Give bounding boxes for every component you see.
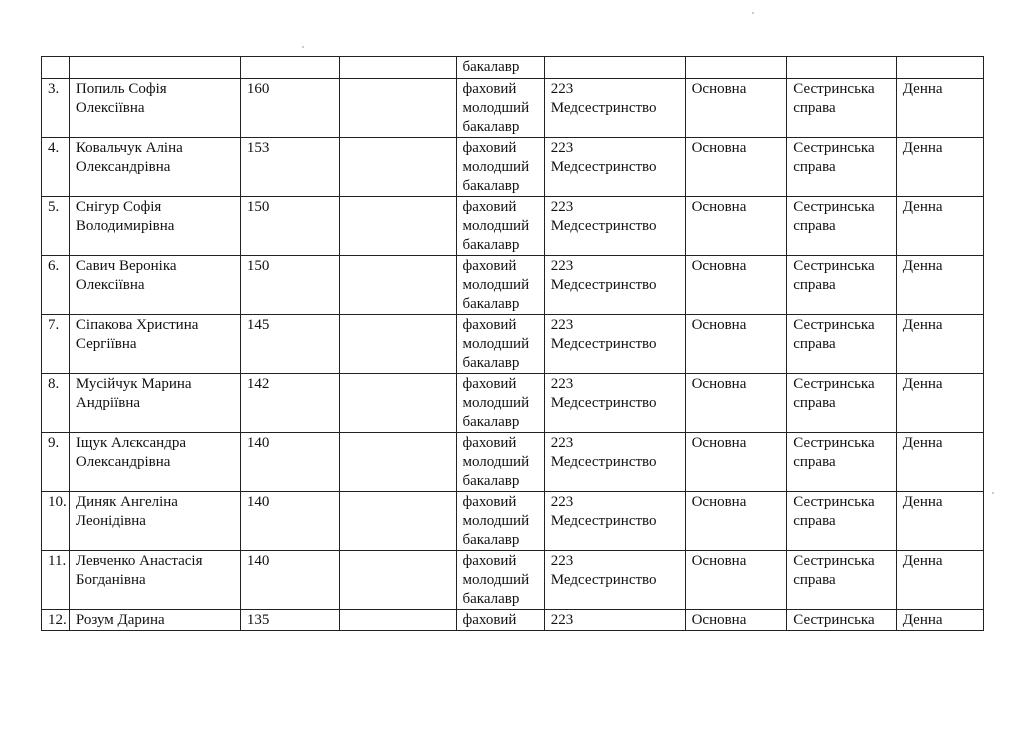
table-row (42, 433, 984, 492)
cell-num: 3. (42, 79, 70, 138)
cell-basis: Основна (685, 79, 787, 138)
cell-empty (340, 256, 456, 315)
cell-program: Сестринська справа (787, 492, 897, 551)
cell-name: Снігур Софія Володимирівна (69, 197, 240, 256)
cell-program: Сестринська (787, 610, 897, 631)
table-row (42, 551, 984, 610)
cell-program: Сестринська справа (787, 256, 897, 315)
cell-score: 140 (240, 433, 339, 492)
cell-empty (340, 197, 456, 256)
cell-level: фаховий молодший бакалавр (456, 256, 544, 315)
table-row (42, 374, 984, 433)
cell-form: Денна (896, 197, 983, 256)
table-row (42, 492, 984, 551)
cell-num (42, 57, 70, 79)
cell-score: 135 (240, 610, 339, 631)
cell-form (896, 57, 983, 79)
cell-form: Денна (896, 138, 983, 197)
scan-speck (992, 492, 994, 494)
cell-num: 7. (42, 315, 70, 374)
cell-form: Денна (896, 256, 983, 315)
cell-empty (340, 57, 456, 79)
cell-spec (544, 57, 685, 79)
cell-level: фаховий молодший бакалавр (456, 551, 544, 610)
table-row (42, 610, 984, 631)
cell-name: Сіпакова Христина Сергіївна (69, 315, 240, 374)
cell-score: 160 (240, 79, 339, 138)
cell-num: 6. (42, 256, 70, 315)
cell-form: Денна (896, 610, 983, 631)
cell-level: фаховий (456, 610, 544, 631)
cell-program: Сестринська справа (787, 433, 897, 492)
cell-level: фаховий молодший бакалавр (456, 433, 544, 492)
cell-level: фаховий молодший бакалавр (456, 138, 544, 197)
cell-name: Попиль Софія Олексіївна (69, 79, 240, 138)
cell-spec: 223 Медсестринство (544, 197, 685, 256)
cell-num: 9. (42, 433, 70, 492)
cell-basis: Основна (685, 256, 787, 315)
cell-basis: Основна (685, 374, 787, 433)
cell-program: Сестринська справа (787, 315, 897, 374)
cell-basis: Основна (685, 610, 787, 631)
cell-name: Розум Дарина (69, 610, 240, 631)
cell-name: Іщук Алєксандра Олександрівна (69, 433, 240, 492)
cell-empty (340, 79, 456, 138)
table-row (42, 256, 984, 315)
cell-num: 12. (42, 610, 70, 631)
cell-basis: Основна (685, 197, 787, 256)
cell-level: фаховий молодший бакалавр (456, 197, 544, 256)
cell-form: Денна (896, 315, 983, 374)
cell-num: 11. (42, 551, 70, 610)
cell-name: Савич Вероніка Олексіївна (69, 256, 240, 315)
cell-level: фаховий молодший бакалавр (456, 315, 544, 374)
cell-program: Сестринська справа (787, 197, 897, 256)
cell-empty (340, 492, 456, 551)
applicants-table (41, 56, 984, 631)
cell-score (240, 57, 339, 79)
cell-score: 140 (240, 551, 339, 610)
cell-level: фаховий молодший бакалавр (456, 492, 544, 551)
cell-name (69, 57, 240, 79)
cell-spec: 223 Медсестринство (544, 138, 685, 197)
cell-program: Сестринська справа (787, 551, 897, 610)
table-row-continued (42, 57, 984, 79)
cell-score: 153 (240, 138, 339, 197)
table-row (42, 315, 984, 374)
cell-empty (340, 315, 456, 374)
cell-name: Левченко Анастасія Богданівна (69, 551, 240, 610)
cell-score: 145 (240, 315, 339, 374)
cell-num: 4. (42, 138, 70, 197)
cell-form: Денна (896, 79, 983, 138)
cell-num: 8. (42, 374, 70, 433)
cell-num: 10. (42, 492, 70, 551)
cell-basis: Основна (685, 138, 787, 197)
table-row (42, 138, 984, 197)
cell-basis: Основна (685, 433, 787, 492)
scan-speck (752, 12, 754, 14)
cell-basis: Основна (685, 551, 787, 610)
cell-num: 5. (42, 197, 70, 256)
cell-name: Ковальчук Аліна Олександрівна (69, 138, 240, 197)
cell-spec: 223 Медсестринство (544, 433, 685, 492)
cell-basis: Основна (685, 315, 787, 374)
cell-empty (340, 610, 456, 631)
cell-spec: 223 Медсестринство (544, 315, 685, 374)
cell-program: Сестринська справа (787, 374, 897, 433)
cell-form: Денна (896, 492, 983, 551)
cell-empty (340, 433, 456, 492)
table-row (42, 79, 984, 138)
cell-basis: Основна (685, 492, 787, 551)
cell-form: Денна (896, 374, 983, 433)
cell-spec: 223 (544, 610, 685, 631)
cell-form: Денна (896, 433, 983, 492)
cell-empty (340, 138, 456, 197)
cell-program: Сестринська справа (787, 79, 897, 138)
cell-empty (340, 551, 456, 610)
cell-form: Денна (896, 551, 983, 610)
cell-spec: 223 Медсестринство (544, 256, 685, 315)
table-row (42, 197, 984, 256)
cell-program (787, 57, 897, 79)
cell-spec: 223 Медсестринство (544, 79, 685, 138)
cell-level: фаховий молодший бакалавр (456, 374, 544, 433)
cell-spec: 223 Медсестринство (544, 374, 685, 433)
cell-spec: 223 Медсестринство (544, 551, 685, 610)
cell-empty (340, 374, 456, 433)
cell-name: Диняк Ангеліна Леонідівна (69, 492, 240, 551)
cell-level: фаховий молодший бакалавр (456, 79, 544, 138)
cell-spec: 223 Медсестринство (544, 492, 685, 551)
cell-name: Мусійчук Марина Андріївна (69, 374, 240, 433)
cell-score: 142 (240, 374, 339, 433)
cell-score: 150 (240, 197, 339, 256)
cell-score: 150 (240, 256, 339, 315)
cell-program: Сестринська справа (787, 138, 897, 197)
cell-level: бакалавр (456, 57, 544, 79)
scan-speck (302, 46, 304, 48)
cell-score: 140 (240, 492, 339, 551)
cell-basis (685, 57, 787, 79)
